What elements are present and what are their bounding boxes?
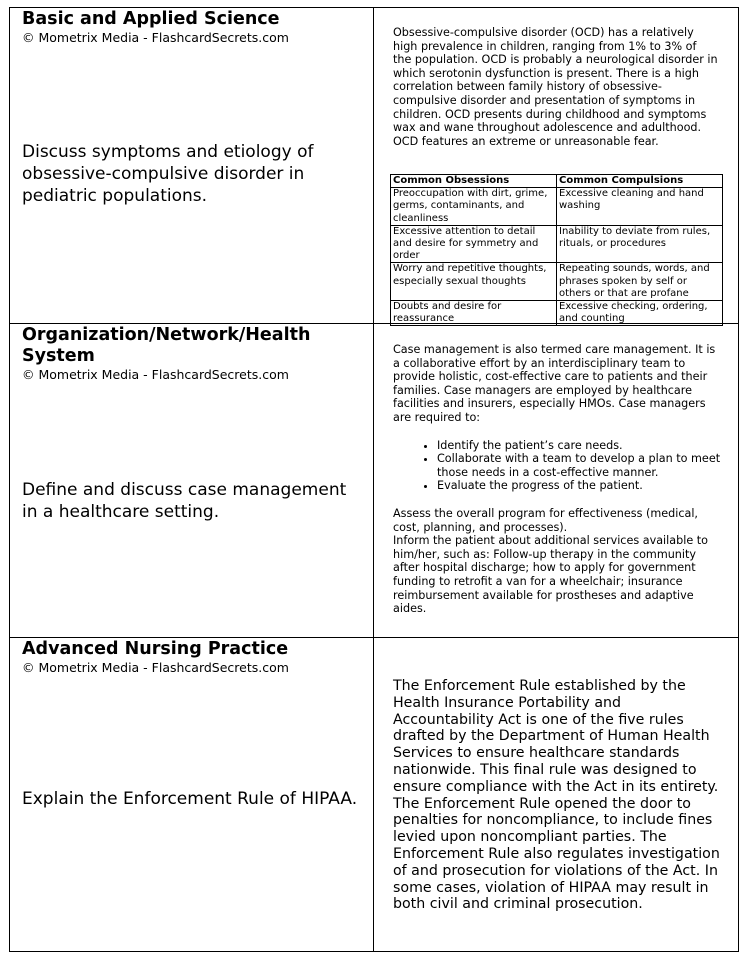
card-back — [374, 8, 738, 324]
flashcard-2 — [10, 323, 738, 638]
table-cell: Worry and repetitive thoughts, especially sexual thoughts — [391, 263, 557, 301]
flashcard-3 — [10, 637, 738, 952]
card-back — [374, 324, 738, 638]
category-title: Basic and Applied Science — [22, 9, 280, 29]
table-row — [391, 188, 723, 226]
copyright-notice: © Mometrix Media - FlashcardSecrets.com — [22, 660, 289, 675]
table-cell: Excessive checking, ordering, and counting — [557, 301, 723, 326]
table-cell: Preoccupation with dirt, grime, germs, contaminants, and cleanliness — [391, 188, 557, 226]
card-answer: Obsessive-compulsive disorder (OCD) has a relatively high prevalence in children, ranging from 1% to 3% of the population. OCD is probably a neurological disorder in which serotonin dysfunction is present. There is a high correlation between family history of obsessive-compulsive disorder and presentation of symptoms in children. OCD presents during childhood and symptoms wax and wane throughout adolescence and adulthood. OCD features an extreme or unreasonable fear. — [393, 26, 718, 148]
table-cell: Inability to deviate from rules, rituals, or procedures — [557, 225, 723, 263]
ocd-table — [390, 174, 723, 326]
card-category — [22, 325, 362, 383]
card-answer — [393, 343, 723, 616]
card-back — [374, 638, 738, 952]
answer-outro: Assess the overall program for effectiveness (medical, cost, planning, and processes). — [393, 506, 698, 534]
flashcard-1 — [10, 8, 738, 324]
table-header: Common Compulsions — [557, 175, 723, 188]
copyright-notice: © Mometrix Media - FlashcardSecrets.com — [22, 367, 289, 382]
card-question: Discuss symptoms and etiology of obsessive-compulsive disorder in pediatric populations. — [22, 142, 314, 206]
table-cell: Repeating sounds, words, and phrases spoken by self or others or that are profane — [557, 263, 723, 301]
card-front — [10, 638, 374, 952]
card-front — [10, 324, 374, 638]
answer-intro: Case management is also termed care management. It is a collaborative effort by an interdisciplinary team to provide holistic, cost-effective care to patients and their families. Case managers are employed by healthcare facilities and insurers, especially HMOs. Case managers are required to: — [393, 343, 716, 424]
table-cell: Excessive cleaning and hand washing — [557, 188, 723, 226]
flashcard-sheet — [9, 7, 739, 952]
card-category — [22, 9, 362, 46]
answer-bullet-list — [393, 439, 723, 493]
card-question: Explain the Enforcement Rule of HIPAA. — [22, 789, 358, 809]
list-item: • Evaluate the progress of the patient. — [437, 479, 723, 493]
answer-outro: Inform the patient about additional services available to him/her, such as: Follow-up therapy in the community after hospital discharge; how to apply for government funding to retrofit a van for a wheelchair; insurance reimbursement available for prostheses and adaptive aides. — [393, 534, 709, 616]
table-cell: Excessive attention to detail and desire for symmetry and order — [391, 225, 557, 263]
table-cell: Doubts and desire for reassurance — [391, 301, 557, 326]
category-title: Organization/Network/Health System — [22, 325, 311, 366]
table-row — [391, 225, 723, 263]
table-header: Common Obsessions — [391, 175, 557, 188]
table-header-row — [391, 175, 723, 188]
card-category — [22, 639, 362, 676]
list-item: • Identify the patient’s care needs. — [437, 439, 723, 453]
copyright-notice: © Mometrix Media - FlashcardSecrets.com — [22, 30, 289, 45]
list-item: • Collaborate with a team to develop a plan to meet those needs in a cost-effective manner. — [437, 452, 723, 479]
card-answer: The Enforcement Rule established by the Health Insurance Portability and Accountability Act is one of the five rules drafted by the Department of Human Health Services to ensure healthcare standards nationwide. This final rule was designed to ensure compliance with the Act in its entirety. The Enforcement Rule opened the door to penalties for noncompliance, to include fines levied upon noncompliant parties. The Enforcement Rule also regulates investigation of and prosecution for violations of the Act. In some cases, violation of HIPAA may result in both civil and criminal prosecution. — [393, 678, 720, 913]
category-title: Advanced Nursing Practice — [22, 639, 289, 659]
card-front — [10, 8, 374, 324]
table-row — [391, 263, 723, 301]
card-question: Define and discuss case management in a healthcare setting. — [22, 480, 347, 522]
